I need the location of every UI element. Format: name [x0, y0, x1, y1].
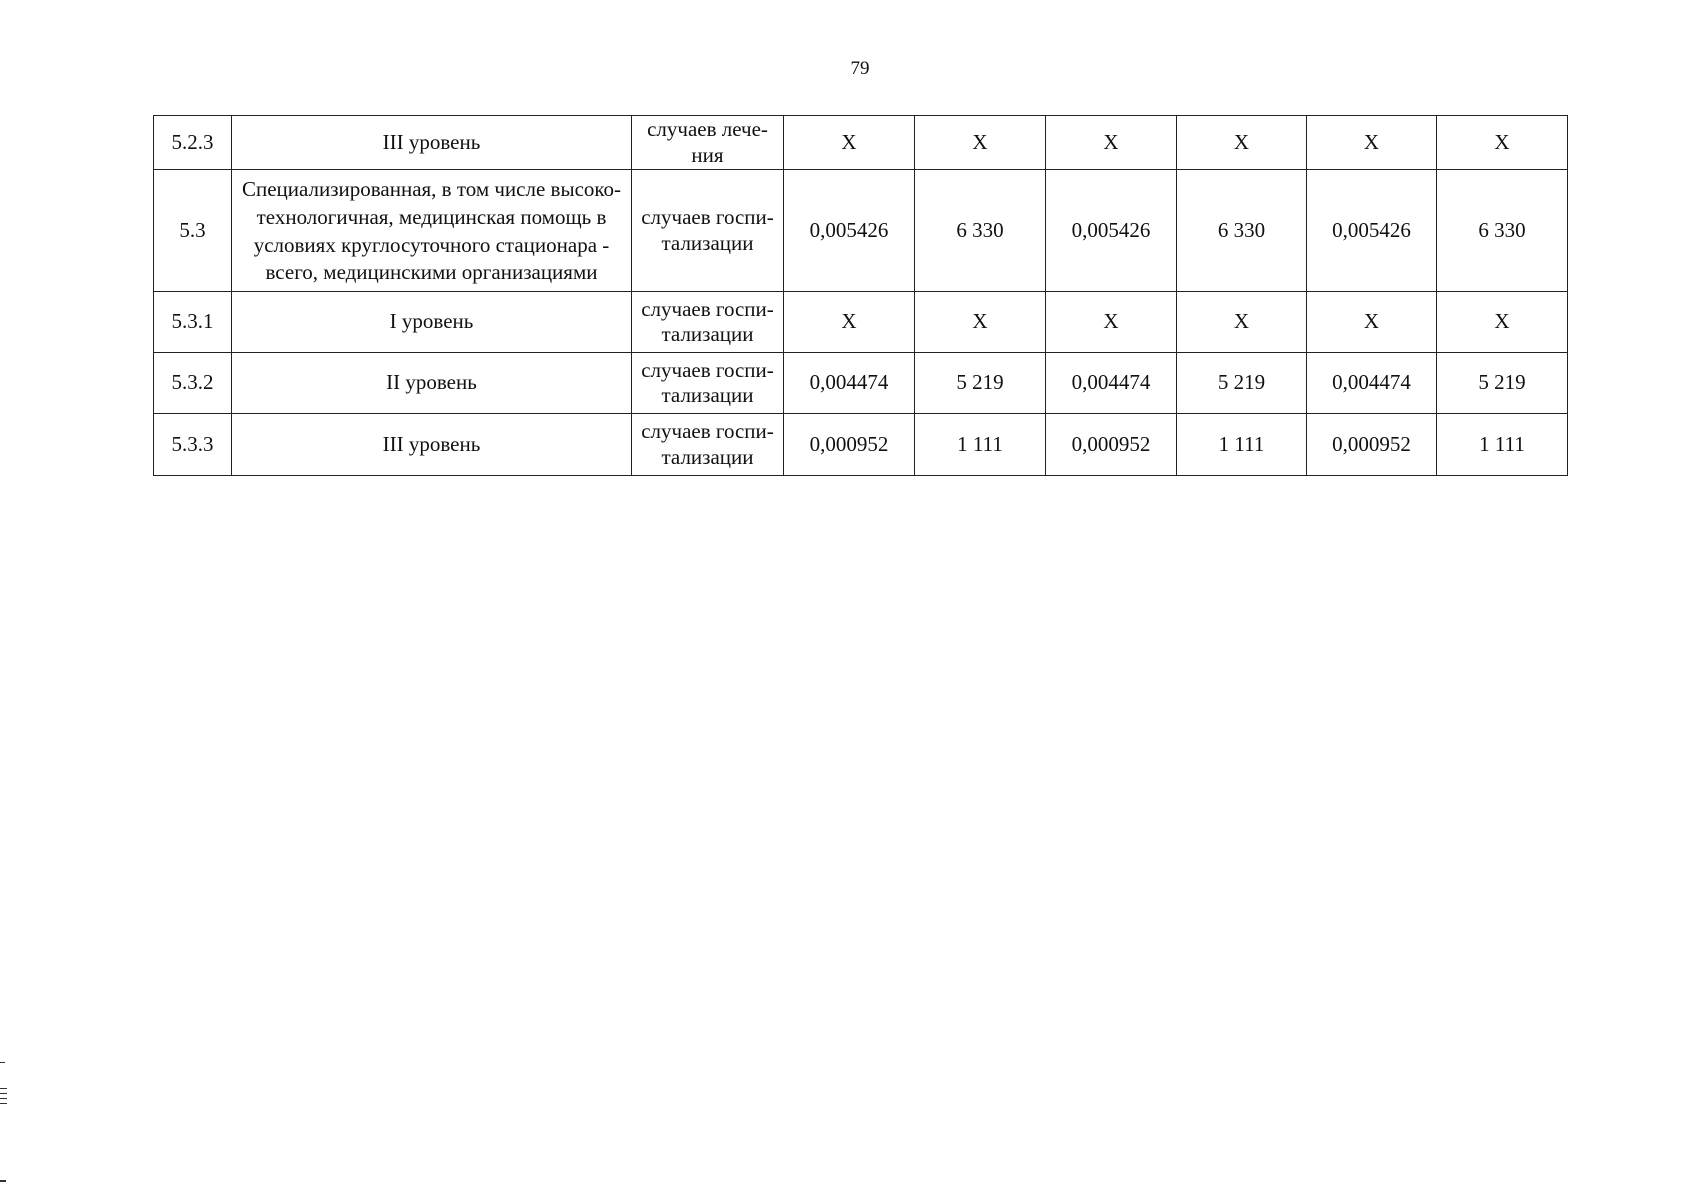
value-cell: 0,005426 — [784, 170, 915, 292]
value-cell: Х — [1307, 116, 1437, 170]
unit-line: ния — [691, 142, 724, 167]
value-cell: 1 111 — [1437, 414, 1568, 476]
value-cell: 0,000952 — [784, 414, 915, 476]
value-cell: 6 330 — [1437, 170, 1568, 292]
unit-line: тализации — [661, 322, 754, 346]
value-cell: Х — [1437, 292, 1568, 353]
row-unit — [632, 353, 784, 414]
value-cell: 1 111 — [915, 414, 1046, 476]
table-row — [154, 116, 1568, 170]
scan-mark — [0, 1180, 6, 1182]
unit-line: тализации — [661, 383, 754, 407]
table-row — [154, 292, 1568, 353]
scan-mark — [0, 1103, 7, 1104]
row-number: 5.3.3 — [154, 414, 232, 476]
table-row — [154, 353, 1568, 414]
row-unit — [632, 292, 784, 353]
value-cell: 5 219 — [1437, 353, 1568, 414]
row-description: Специализированная, в том числе высоко-технологичная, медицинская помощь в условиях круглосуточного стационара - всего, медицинскими организациями — [232, 170, 632, 292]
value-cell: Х — [1307, 292, 1437, 353]
value-cell: 6 330 — [1177, 170, 1307, 292]
value-cell: 0,005426 — [1307, 170, 1437, 292]
row-description: II уровень — [232, 353, 632, 414]
value-cell: 0,005426 — [1046, 170, 1177, 292]
unit-line: случаев госпи- — [641, 419, 774, 444]
value-cell: Х — [1046, 116, 1177, 170]
value-cell: 0,004474 — [784, 353, 915, 414]
unit-line: случаев госпи- — [641, 357, 774, 382]
table-row — [154, 170, 1568, 292]
row-unit — [632, 414, 784, 476]
unit-line: случаев госпи- — [641, 296, 774, 321]
value-cell: Х — [1437, 116, 1568, 170]
value-cell: Х — [784, 116, 915, 170]
row-description: III уровень — [232, 116, 632, 170]
row-number: 5.3 — [154, 170, 232, 292]
value-cell: Х — [915, 116, 1046, 170]
table-row — [154, 414, 1568, 476]
value-cell: 6 330 — [915, 170, 1046, 292]
row-description: III уровень — [232, 414, 632, 476]
unit-line: случаев госпи- — [641, 205, 774, 230]
value-cell: Х — [784, 292, 915, 353]
row-number: 5.3.2 — [154, 353, 232, 414]
data-table — [153, 115, 1568, 476]
value-cell: 5 219 — [1177, 353, 1307, 414]
scan-mark — [0, 1088, 7, 1089]
scan-mark — [0, 1098, 7, 1099]
value-cell: 1 111 — [1177, 414, 1307, 476]
unit-line: тализации — [661, 444, 754, 469]
value-cell: 0,000952 — [1307, 414, 1437, 476]
page-number: 79 — [850, 58, 870, 79]
row-number: 5.3.1 — [154, 292, 232, 353]
value-cell: 0,004474 — [1046, 353, 1177, 414]
value-cell: Х — [1177, 292, 1307, 353]
row-unit — [632, 116, 784, 170]
value-cell: 0,004474 — [1307, 353, 1437, 414]
unit-line: случаев лече- — [647, 117, 768, 142]
row-number: 5.2.3 — [154, 116, 232, 170]
value-cell: Х — [1177, 116, 1307, 170]
value-cell: Х — [915, 292, 1046, 353]
row-unit — [632, 170, 784, 292]
row-description: I уровень — [232, 292, 632, 353]
value-cell: 5 219 — [915, 353, 1046, 414]
unit-line: тализации — [661, 230, 754, 255]
scan-mark — [0, 1062, 5, 1063]
value-cell: 0,000952 — [1046, 414, 1177, 476]
value-cell: Х — [1046, 292, 1177, 353]
scan-mark — [0, 1093, 7, 1094]
